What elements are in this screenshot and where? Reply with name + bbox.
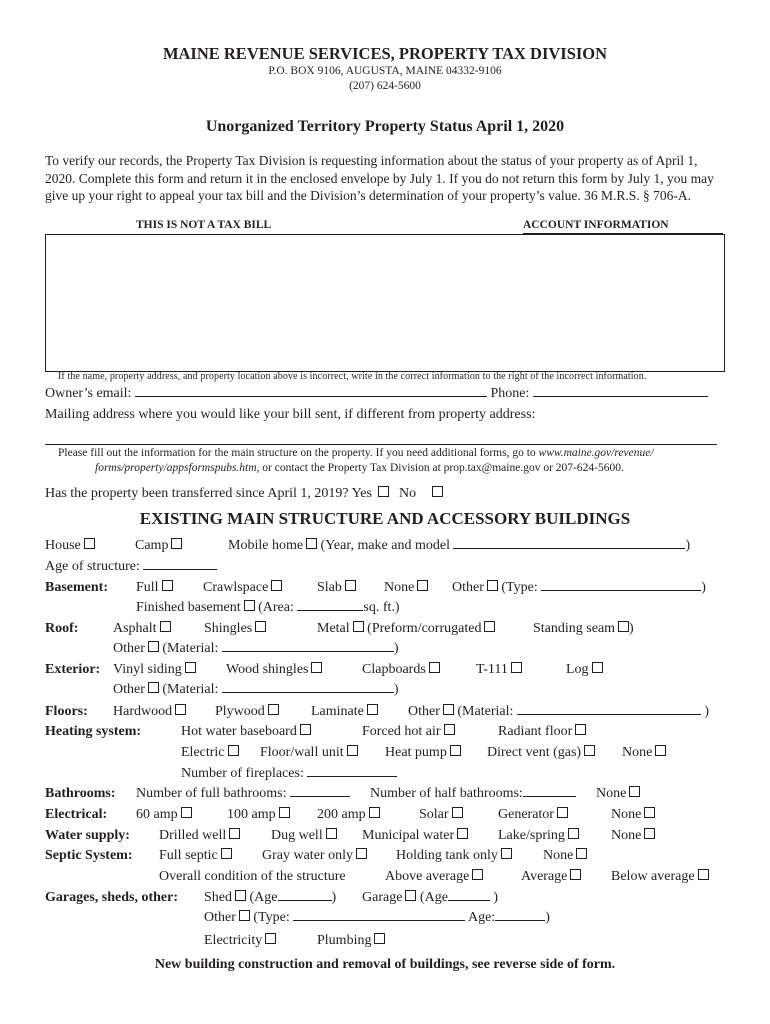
ext-clapboards: Clapboards bbox=[362, 662, 440, 678]
intro-line-3: give up your right to appeal your tax bill and the Division’s determination of your property’s value. 36 M.R.S. § 706-A. bbox=[45, 188, 692, 203]
basement-slab: Slab bbox=[317, 580, 356, 596]
exterior-material-field[interactable] bbox=[222, 692, 394, 693]
camp-label: Camp bbox=[135, 538, 182, 554]
not-tax-bill-label: THIS IS NOT A TAX BILL bbox=[136, 219, 272, 231]
heat-electric: Electric bbox=[181, 745, 239, 761]
agency-phone: (207) 624-5600 bbox=[349, 80, 421, 92]
mobile-home-checkbox[interactable] bbox=[306, 538, 317, 549]
elec-200: 200 amp bbox=[317, 807, 380, 823]
ext-wood: Wood shingles bbox=[226, 662, 322, 678]
amp-100-checkbox[interactable] bbox=[279, 807, 290, 818]
hardwood-checkbox[interactable] bbox=[175, 704, 186, 715]
heat-pump-checkbox[interactable] bbox=[450, 745, 461, 756]
garage-age-field[interactable] bbox=[448, 900, 490, 901]
intro-line-2: 2020. Complete this form and return it in the enclosed envelope by July 1. If you do not return this form by July 1, you may bbox=[45, 171, 714, 186]
water-lake: Lake/spring bbox=[498, 828, 579, 844]
septic-none: None bbox=[543, 848, 587, 864]
transferred-row bbox=[45, 486, 443, 502]
other-building-type-field[interactable] bbox=[293, 920, 465, 921]
floor-plywood: Plywood bbox=[215, 704, 279, 720]
basement-type-field[interactable] bbox=[541, 590, 701, 591]
lake-spring-checkbox[interactable] bbox=[568, 828, 579, 839]
standing-seam-checkbox[interactable] bbox=[618, 621, 629, 632]
direct-vent-checkbox[interactable] bbox=[584, 745, 595, 756]
heat-radiant: Radiant floor bbox=[498, 724, 586, 740]
shed-checkbox[interactable] bbox=[235, 890, 246, 901]
septic-gray: Gray water only bbox=[262, 848, 367, 864]
age-field[interactable] bbox=[143, 569, 217, 570]
cond-above: Above average bbox=[385, 869, 483, 885]
water-drilled: Drilled well bbox=[159, 828, 240, 844]
electricity-row: Electricity bbox=[204, 933, 276, 949]
floor-other: Other (Material: ) bbox=[408, 704, 710, 719]
basement-other: Other (Type: ) bbox=[452, 580, 706, 595]
heat-forced: Forced hot air bbox=[362, 724, 455, 740]
water-none-checkbox[interactable] bbox=[644, 828, 655, 839]
house-label: House bbox=[45, 538, 95, 554]
roof-heading: Roof: bbox=[45, 621, 79, 636]
plumbing-checkbox[interactable] bbox=[374, 933, 385, 944]
roof-other: Other (Material: ) bbox=[113, 641, 399, 656]
heat-pump: Heat pump bbox=[385, 745, 461, 761]
water-dug: Dug well bbox=[271, 828, 337, 844]
instructions-text: Please fill out the information for the main structure on the property. If you need additional forms, go to bbox=[58, 447, 539, 459]
agency-address: P.O. BOX 9106, AUGUSTA, MAINE 04332-9106 bbox=[268, 65, 502, 77]
ext-log: Log bbox=[566, 662, 603, 678]
forced-hot-air-checkbox[interactable] bbox=[444, 724, 455, 735]
owner-email-row bbox=[45, 386, 708, 402]
roof-metal: Metal (Preform/corrugated bbox=[317, 621, 495, 637]
transferred-yes-checkbox[interactable] bbox=[378, 486, 389, 497]
account-info-box[interactable] bbox=[45, 234, 725, 372]
elec-none-checkbox[interactable] bbox=[644, 807, 655, 818]
elec-60: 60 amp bbox=[136, 807, 192, 823]
finished-basement: Finished basement (Area: sq. ft.) bbox=[136, 600, 400, 615]
owner-email-label: Owner’s email: bbox=[45, 386, 132, 401]
other-building-age-field[interactable] bbox=[495, 920, 545, 921]
forms-link[interactable]: www.maine.gov/revenue/ bbox=[538, 447, 654, 459]
electrical-heading: Electrical: bbox=[45, 807, 108, 822]
heating-heading: Heating system: bbox=[45, 724, 142, 739]
water-municipal: Municipal water bbox=[362, 828, 468, 844]
clapboards-checkbox[interactable] bbox=[429, 662, 440, 673]
wood-shingles-checkbox[interactable] bbox=[311, 662, 322, 673]
floor-hardwood: Hardwood bbox=[113, 704, 186, 720]
roof-other-checkbox[interactable] bbox=[148, 641, 159, 652]
mobile-home-label: Mobile home (Year, make and model ) bbox=[228, 538, 691, 553]
other-building-row: Other (Type: Age: ) bbox=[204, 910, 550, 925]
phone-field[interactable] bbox=[533, 396, 708, 397]
asphalt-checkbox[interactable] bbox=[160, 621, 171, 632]
drilled-well-checkbox[interactable] bbox=[229, 828, 240, 839]
garage-checkbox[interactable] bbox=[405, 890, 416, 901]
fireplaces-field[interactable] bbox=[307, 776, 397, 777]
amp-200-checkbox[interactable] bbox=[369, 807, 380, 818]
house-checkbox[interactable] bbox=[84, 538, 95, 549]
floor-other-checkbox[interactable] bbox=[443, 704, 454, 715]
hot-water-checkbox[interactable] bbox=[300, 724, 311, 735]
shingles-checkbox[interactable] bbox=[255, 621, 266, 632]
bath-none-checkbox[interactable] bbox=[629, 786, 640, 797]
heat-floorwall: Floor/wall unit bbox=[260, 745, 358, 761]
fireplaces-row: Number of fireplaces: bbox=[181, 766, 397, 782]
t111-checkbox[interactable] bbox=[511, 662, 522, 673]
box-note: If the name, property address, and property location above is incorrect, write in the correct information to the right of the incorrect information. bbox=[58, 371, 647, 382]
year-make-model-field[interactable] bbox=[453, 548, 685, 549]
water-heading: Water supply: bbox=[45, 828, 130, 843]
finished-basement-checkbox[interactable] bbox=[244, 600, 255, 611]
full-baths-row: Number of full bathrooms: bbox=[136, 786, 350, 802]
generator-checkbox[interactable] bbox=[557, 807, 568, 818]
floor-material-field[interactable] bbox=[517, 714, 701, 715]
basement-heading: Basement: bbox=[45, 580, 108, 595]
log-checkbox[interactable] bbox=[592, 662, 603, 673]
electric-heat-checkbox[interactable] bbox=[228, 745, 239, 756]
ext-other: Other (Material: ) bbox=[113, 682, 399, 697]
section-title: EXISTING MAIN STRUCTURE AND ACCESSORY BUILDINGS bbox=[139, 509, 631, 528]
water-none: None bbox=[611, 828, 655, 844]
electricity-checkbox[interactable] bbox=[265, 933, 276, 944]
exterior-other-checkbox[interactable] bbox=[148, 682, 159, 693]
amp-60-checkbox[interactable] bbox=[181, 807, 192, 818]
municipal-water-checkbox[interactable] bbox=[457, 828, 468, 839]
basement-full-checkbox[interactable] bbox=[162, 580, 173, 591]
cond-average: Average bbox=[521, 869, 581, 885]
preform-checkbox[interactable] bbox=[484, 621, 495, 632]
elec-100: 100 amp bbox=[227, 807, 290, 823]
plywood-checkbox[interactable] bbox=[268, 704, 279, 715]
gray-water-checkbox[interactable] bbox=[356, 848, 367, 859]
roof-standing-seam: Standing seam ) bbox=[533, 621, 634, 636]
roof-material-field[interactable] bbox=[222, 651, 394, 652]
floor-wall-unit-checkbox[interactable] bbox=[347, 745, 358, 756]
transferred-no-label: No bbox=[398, 486, 417, 501]
exterior-heading: Exterior: bbox=[45, 662, 101, 677]
footer-note: New building construction and removal of buildings, see reverse side of form. bbox=[154, 957, 616, 972]
ext-vinyl: Vinyl siding bbox=[113, 662, 196, 678]
dug-well-checkbox[interactable] bbox=[326, 828, 337, 839]
roof-shingles: Shingles bbox=[204, 621, 266, 637]
half-baths-field[interactable] bbox=[523, 796, 576, 797]
transferred-no-checkbox[interactable] bbox=[432, 486, 443, 497]
crawlspace-checkbox[interactable] bbox=[271, 580, 282, 591]
ext-t111: T-111 bbox=[476, 662, 522, 678]
septic-heading: Septic System: bbox=[45, 848, 133, 863]
elec-solar: Solar bbox=[419, 807, 463, 823]
agency-heading: MAINE REVENUE SERVICES, PROPERTY TAX DIVISION bbox=[162, 44, 608, 63]
bathrooms-heading: Bathrooms: bbox=[45, 786, 116, 801]
garages-heading: Garages, sheds, other: bbox=[45, 890, 178, 905]
shed-row: Shed (Age ) bbox=[204, 890, 337, 905]
instructions-contact: , or contact the Property Tax Division at prop.tax@maine.gov or 207-624-5600. bbox=[256, 462, 624, 474]
elec-generator: Generator bbox=[498, 807, 568, 823]
form-title: Unorganized Territory Property Status April 1, 2020 bbox=[205, 118, 565, 135]
owner-email-field[interactable] bbox=[135, 396, 487, 397]
vinyl-siding-checkbox[interactable] bbox=[185, 662, 196, 673]
full-baths-field[interactable] bbox=[290, 796, 350, 797]
heat-directvent: Direct vent (gas) bbox=[487, 745, 595, 761]
age-row: Age of structure: bbox=[45, 559, 217, 575]
holding-tank-checkbox[interactable] bbox=[501, 848, 512, 859]
basement-other-checkbox[interactable] bbox=[487, 580, 498, 591]
floor-laminate: Laminate bbox=[311, 704, 378, 720]
basement-none-checkbox[interactable] bbox=[417, 580, 428, 591]
cond-below: Below average bbox=[611, 869, 709, 885]
overall-condition-label: Overall condition of the structure bbox=[159, 869, 346, 884]
account-info-label: ACCOUNT INFORMATION bbox=[523, 219, 669, 231]
basement-crawl: Crawlspace bbox=[203, 580, 282, 596]
heat-hotwater: Hot water baseboard bbox=[181, 724, 311, 740]
instructions-line-1 bbox=[58, 447, 654, 459]
full-septic-checkbox[interactable] bbox=[221, 848, 232, 859]
roof-asphalt: Asphalt bbox=[113, 621, 171, 637]
intro-line-1: To verify our records, the Property Tax Division is requesting information about the status of your property as of April 1, bbox=[45, 153, 698, 168]
basement-none: None bbox=[384, 580, 428, 596]
solar-checkbox[interactable] bbox=[452, 807, 463, 818]
camp-checkbox[interactable] bbox=[171, 538, 182, 549]
laminate-checkbox[interactable] bbox=[367, 704, 378, 715]
basement-full: Full bbox=[136, 580, 173, 596]
radiant-floor-checkbox[interactable] bbox=[575, 724, 586, 735]
bath-none: None bbox=[596, 786, 640, 802]
plumbing-row: Plumbing bbox=[317, 933, 385, 949]
half-baths-row: Number of half bathrooms: bbox=[370, 786, 576, 802]
septic-holding: Holding tank only bbox=[396, 848, 512, 864]
mailing-address-field[interactable] bbox=[45, 444, 717, 445]
phone-label: Phone: bbox=[490, 386, 530, 401]
average-checkbox[interactable] bbox=[570, 869, 581, 880]
below-average-checkbox[interactable] bbox=[698, 869, 709, 880]
floors-heading: Floors: bbox=[45, 704, 88, 719]
instructions-line-2 bbox=[95, 462, 624, 474]
shed-age-field[interactable] bbox=[278, 900, 332, 901]
septic-full: Full septic bbox=[159, 848, 232, 864]
above-average-checkbox[interactable] bbox=[472, 869, 483, 880]
other-building-checkbox[interactable] bbox=[239, 910, 250, 921]
garage-row: Garage (Age ) bbox=[362, 890, 499, 905]
forms-link-cont[interactable]: forms/property/appsformspubs.htm bbox=[95, 462, 257, 474]
metal-checkbox[interactable] bbox=[353, 621, 364, 632]
heat-none: None bbox=[622, 745, 666, 761]
slab-checkbox[interactable] bbox=[345, 580, 356, 591]
transferred-question: Has the property been transferred since April 1, 2019? Yes bbox=[45, 486, 372, 501]
area-field[interactable] bbox=[297, 610, 363, 611]
heat-none-checkbox[interactable] bbox=[655, 745, 666, 756]
septic-none-checkbox[interactable] bbox=[576, 848, 587, 859]
elec-none: None bbox=[611, 807, 655, 823]
mailing-label: Mailing address where you would like your bill sent, if different from property address: bbox=[45, 407, 536, 422]
